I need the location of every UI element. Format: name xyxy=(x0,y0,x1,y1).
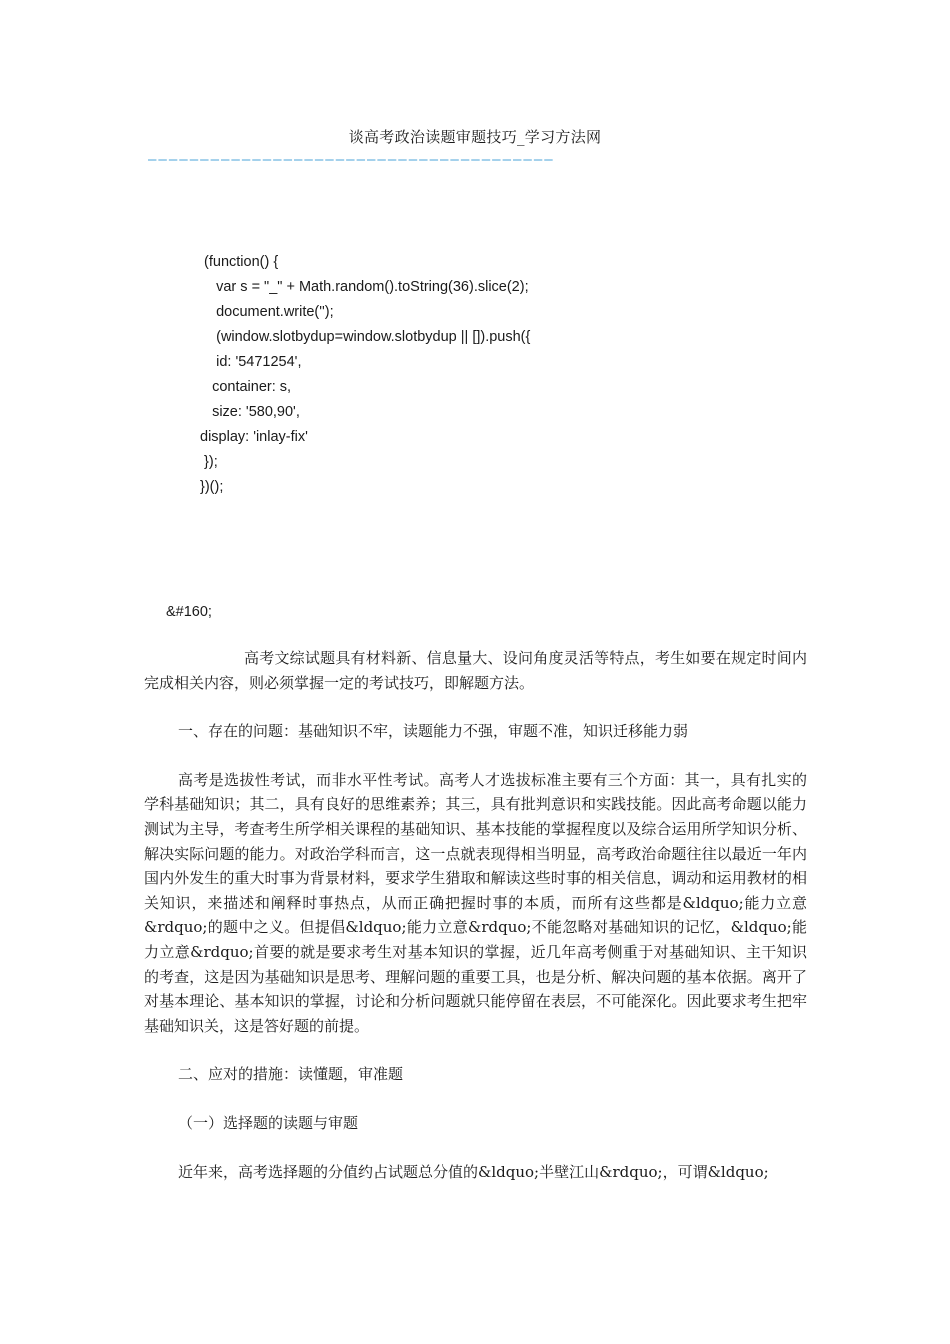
code-line: (function() { xyxy=(200,254,279,270)
title-divider: ——————————————————————————————————————— xyxy=(148,152,555,168)
section-heading-measures: 二、应对的措施：读懂题，审准题 xyxy=(178,1065,404,1084)
code-line: })(); xyxy=(200,479,224,495)
code-line: var s = "_" + Math.random().toString(36).slice(2); xyxy=(200,279,529,295)
html-entity-text: &#160; xyxy=(166,604,212,620)
subsection-heading: （一）选择题的读题与审题 xyxy=(178,1113,359,1132)
article-body xyxy=(144,646,807,1184)
code-line: container: s, xyxy=(200,379,292,395)
section-heading-problems: 一、存在的问题：基础知识不牢，读题能力不强，审题不准，知识迁移能力弱 xyxy=(178,722,689,741)
intro-paragraph: 高考文综试题具有材料新、信息量大、设问角度灵活等特点，考生如要在规定时间内完成相关内容，则必须掌握一定的考试技巧，即解题方法。 xyxy=(144,649,807,692)
code-snippet xyxy=(200,250,530,500)
code-line: id: '5471254', xyxy=(200,354,302,370)
code-line: display: 'inlay-fix' xyxy=(200,429,308,445)
code-line: (window.slotbydup=window.slotbydup || []).push({ xyxy=(200,329,531,345)
body-paragraph: 高考是选拔性考试，而非水平性考试。高考人才选拔标准主要有三个方面：其一，具有扎实的学科基础知识；其二，具有良好的思维素养；其三，具有批判意识和实践技能。因此高考命题以能力测试为主导，考查考生所学相关课程的基础知识、基本技能的掌握程度以及综合运用所学知识分析、解决实际问题的能力。对政治学科而言，这一点就表现得相当明显，高考政治命题往往以最近一年内国内外发生的重大时事为背景材料，要求学生猎取和解读这些时事的相关信息，调动和运用教材的相关知识，来描述和阐释时事热点，从而正确把握时事的本质，而所有这些都是&ldquo;能力立意&rdquo;的题中之义。但提倡&ldquo;能力立意&rdquo;不能忽略对基础知识的记忆，&ldquo;能力立意&rdquo;首要的就是要求考生对基本知识的掌握，近几年高考侧重于对基础知识、主干知识的考查，这是因为基础知识是思考、理解问题的重要工具，也是分析、解决问题的基本依据。离开了对基本理论、基本知识的掌握，讨论和分析问题就只能停留在表层，不可能深化。因此要求考生把牢基础知识关，这是答好题的前提。 xyxy=(144,770,807,1035)
code-line: document.write(''); xyxy=(200,304,334,320)
code-line: size: '580,90', xyxy=(200,404,300,420)
body-paragraph: 近年来，高考选择题的分值约占试题总分值的&ldquo;半壁江山&rdquo;，可谓&ldquo; xyxy=(178,1162,769,1181)
page-title: 谈高考政治读题审题技巧_学习方法网 xyxy=(348,128,602,146)
code-line: }); xyxy=(200,454,218,470)
